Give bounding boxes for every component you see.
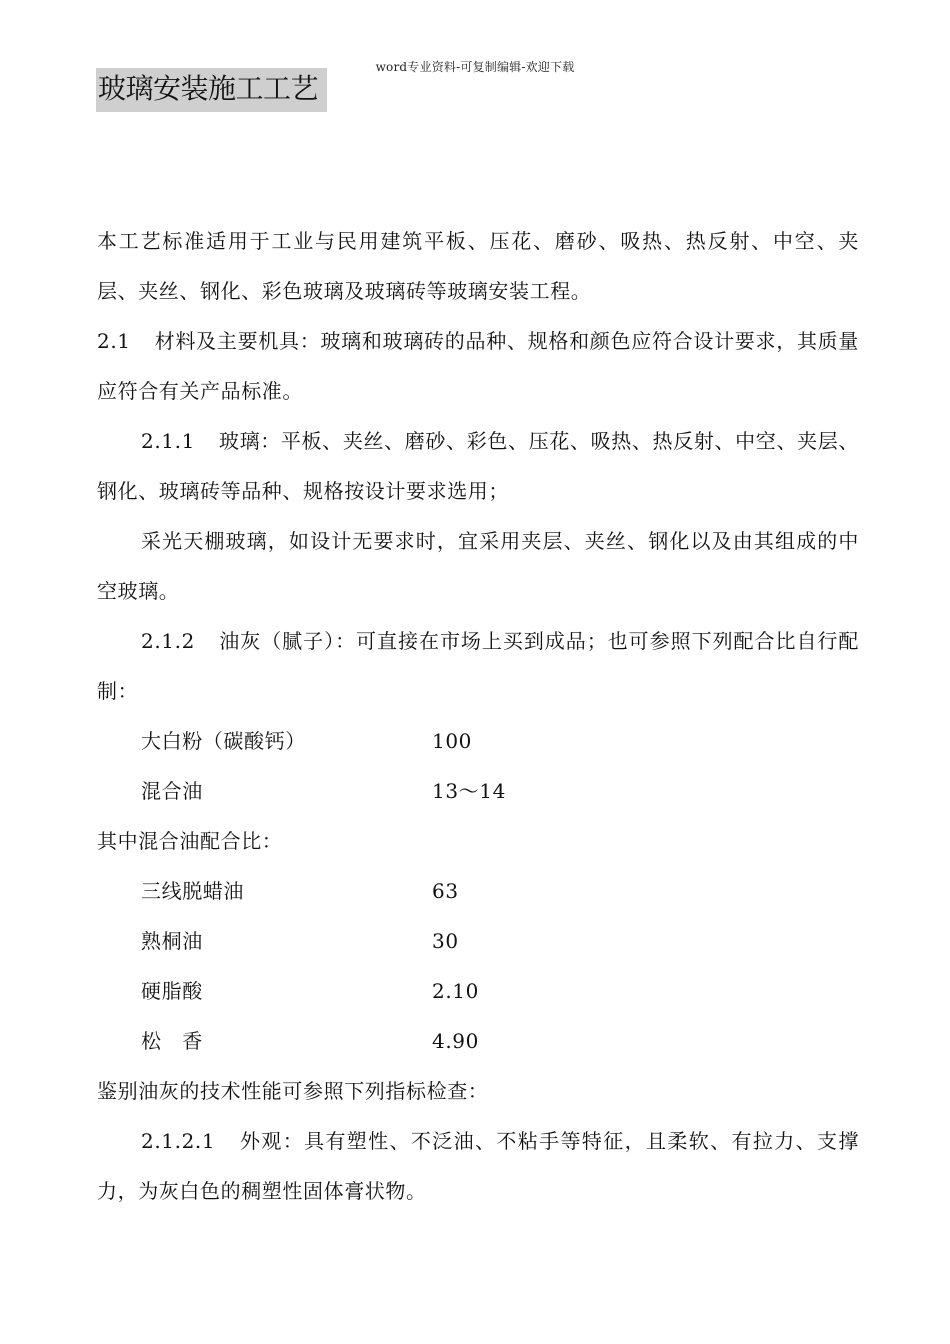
header-note: word专业资料-可复制编辑-欢迎下载 <box>375 60 575 74</box>
ingredient-value: 2.10 <box>432 979 479 1003</box>
section-2-1-2-1 <box>97 1116 859 1216</box>
mix-ratio-label: 其中混合油配合比： <box>97 829 283 853</box>
section-number: 2.1.1 <box>141 429 195 453</box>
ingredient-name: 大白粉（碳酸钙） <box>141 729 306 753</box>
section-number: 2.1.2 <box>141 629 195 653</box>
putty-ratio-table <box>97 716 859 816</box>
check-label: 鉴别油灰的技术性能可参照下列指标检查： <box>97 1079 489 1103</box>
ingredient-name: 硬脂酸 <box>141 979 203 1003</box>
ingredient-value: 13～14 <box>432 779 506 803</box>
table-row <box>97 916 859 966</box>
section-2-1 <box>97 316 859 416</box>
skylight-paragraph: 采光天棚玻璃，如设计无要求时，宜采用夹层、夹丝、钢化以及由其组成的中空玻璃。 <box>97 529 859 603</box>
table-row <box>97 766 859 816</box>
section-text: 外观：具有塑性、不泛油、不粘手等特征，且柔软、有拉力、支撑力，为灰白色的稠塑性固体膏状物。 <box>97 1129 859 1203</box>
ingredient-value: 4.90 <box>432 1029 479 1053</box>
section-text: 玻璃：平板、夹丝、磨砂、彩色、压花、吸热、热反射、中空、夹层、钢化、玻璃砖等品种、规格按设计要求选用； <box>97 429 859 503</box>
ingredient-name: 混合油 <box>141 779 203 803</box>
table-row <box>97 966 859 1016</box>
section-2-1-2 <box>97 616 859 716</box>
section-number: 2.1 <box>97 329 131 353</box>
table-row <box>97 866 859 916</box>
ingredient-value: 100 <box>432 729 472 753</box>
ingredient-name: 松 香 <box>141 1029 203 1053</box>
section-number: 2.1.2.1 <box>141 1129 216 1153</box>
table-row <box>97 716 859 766</box>
section-text: 材料及主要机具：玻璃和玻璃砖的品种、规格和颜色应符合设计要求，其质量应符合有关产品标准。 <box>97 329 859 403</box>
ingredient-name: 三线脱蜡油 <box>141 879 244 903</box>
ingredient-value: 63 <box>432 879 459 903</box>
ingredient-value: 30 <box>432 929 459 953</box>
intro-paragraph: 本工艺标准适用于工业与民用建筑平板、压花、磨砂、吸热、热反射、中空、夹层、夹丝、钢化、彩色玻璃及玻璃砖等玻璃安装工程。 <box>97 229 859 303</box>
section-2-1-1 <box>97 416 859 516</box>
oil-ratio-table <box>97 866 859 1066</box>
document-title: 玻璃安装施工工艺 <box>96 68 327 112</box>
table-row <box>97 1016 859 1066</box>
section-text: 油灰（腻子）：可直接在市场上买到成品；也可参照下列配合比自行配制： <box>97 629 859 703</box>
ingredient-name: 熟桐油 <box>141 929 203 953</box>
document-body <box>97 216 859 1216</box>
